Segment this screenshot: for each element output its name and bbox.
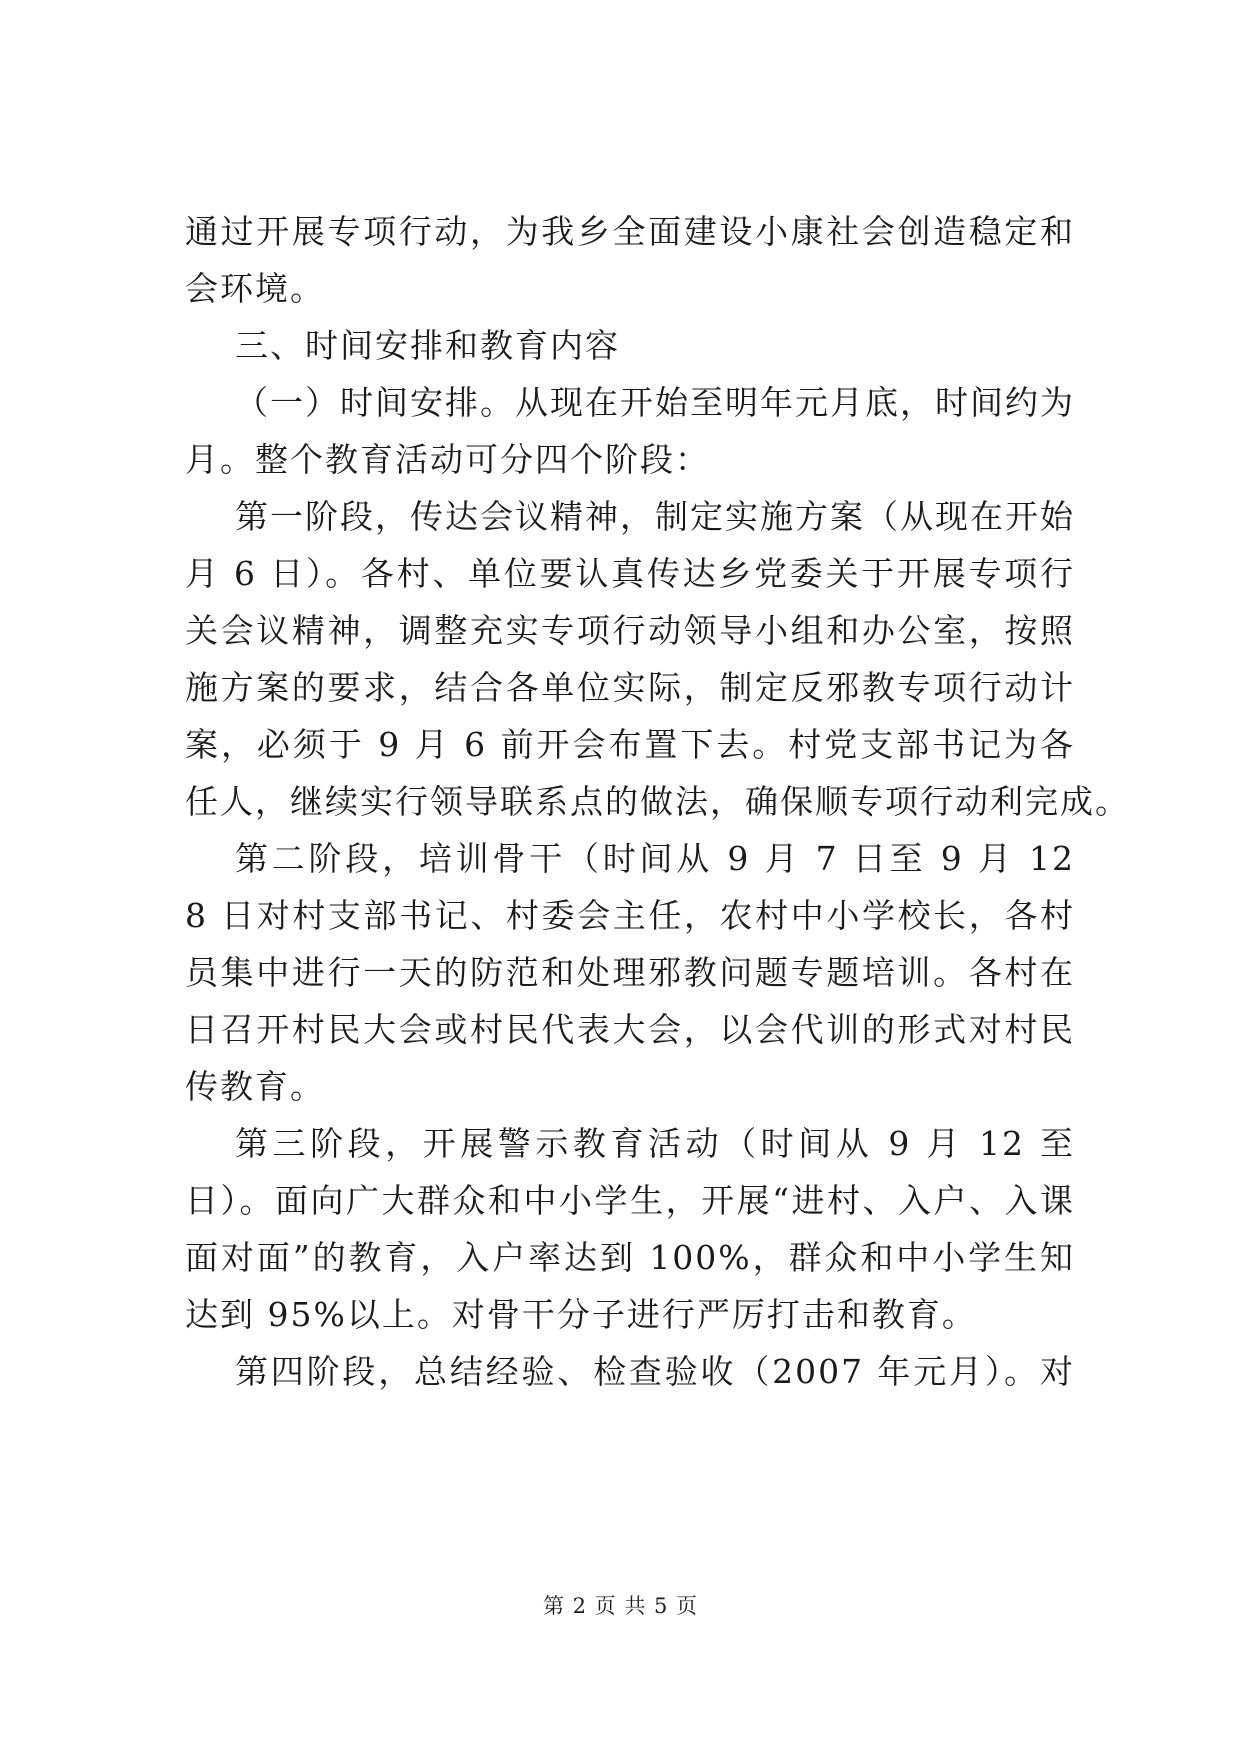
- body-line-13: 8 日对村支部书记、村委会主任，农村中小学校长，各村: [185, 896, 1075, 935]
- body-line-4: （一）时间安排。从现在开始至明年元月底，时间约为: [235, 383, 1075, 422]
- body-line-6: 第一阶段，传达会议精神，制定实施方案（从现在开始: [235, 497, 1075, 536]
- page-number-footer: 第 2 页 共 5 页: [542, 1594, 699, 1618]
- body-line-1: 通过开展专项行动，为我乡全面建设小康社会创造稳定和: [185, 212, 1075, 251]
- body-line-8: 关会议精神，调整充实专项行动领导小组和办公室，按照: [185, 611, 1075, 650]
- body-line-7: 月 6 日）。各村、单位要认真传达乡党委关于开展专项行: [185, 554, 1075, 593]
- body-line-5: 月。整个教育活动可分四个阶段：: [185, 440, 710, 479]
- body-line-10: 案，必须于 9 月 6 前开会布置下去。村党支部书记为各: [185, 725, 1075, 764]
- body-line-17: 第三阶段，开展警示教育活动（时间从 9 月 12 至: [235, 1124, 1075, 1163]
- body-line-15: 日召开村民大会或村民代表大会，以会代训的形式对村民: [185, 1010, 1075, 1049]
- body-line-18: 日）。面向广大群众和中小学生，开展“进村、入户、入课: [185, 1181, 1075, 1220]
- body-line-11: 任人，继续实行领导联系点的做法，确保顺专项行动利完成。: [185, 782, 1130, 821]
- body-line-12: 第二阶段，培训骨干（时间从 9 月 7 日至 9 月 12: [235, 839, 1075, 878]
- section-heading-time-arrangement: 三、时间安排和教育内容: [235, 326, 620, 365]
- body-line-19: 面对面”的教育，入户率达到 100%，群众和中小学生知: [185, 1238, 1075, 1277]
- body-line-20: 达到 95%以上。对骨干分子进行严厉打击和教育。: [185, 1295, 977, 1334]
- body-line-9: 施方案的要求，结合各单位实际，制定反邪教专项行动计: [185, 668, 1075, 707]
- body-line-21: 第四阶段，总结经验、检查验收（2007 年元月）。对: [235, 1352, 1075, 1391]
- body-line-16: 传教育。: [185, 1067, 325, 1106]
- body-line-2: 会环境。: [185, 269, 325, 308]
- body-line-14: 员集中进行一天的防范和处理邪教问题专题培训。各村在: [185, 953, 1075, 992]
